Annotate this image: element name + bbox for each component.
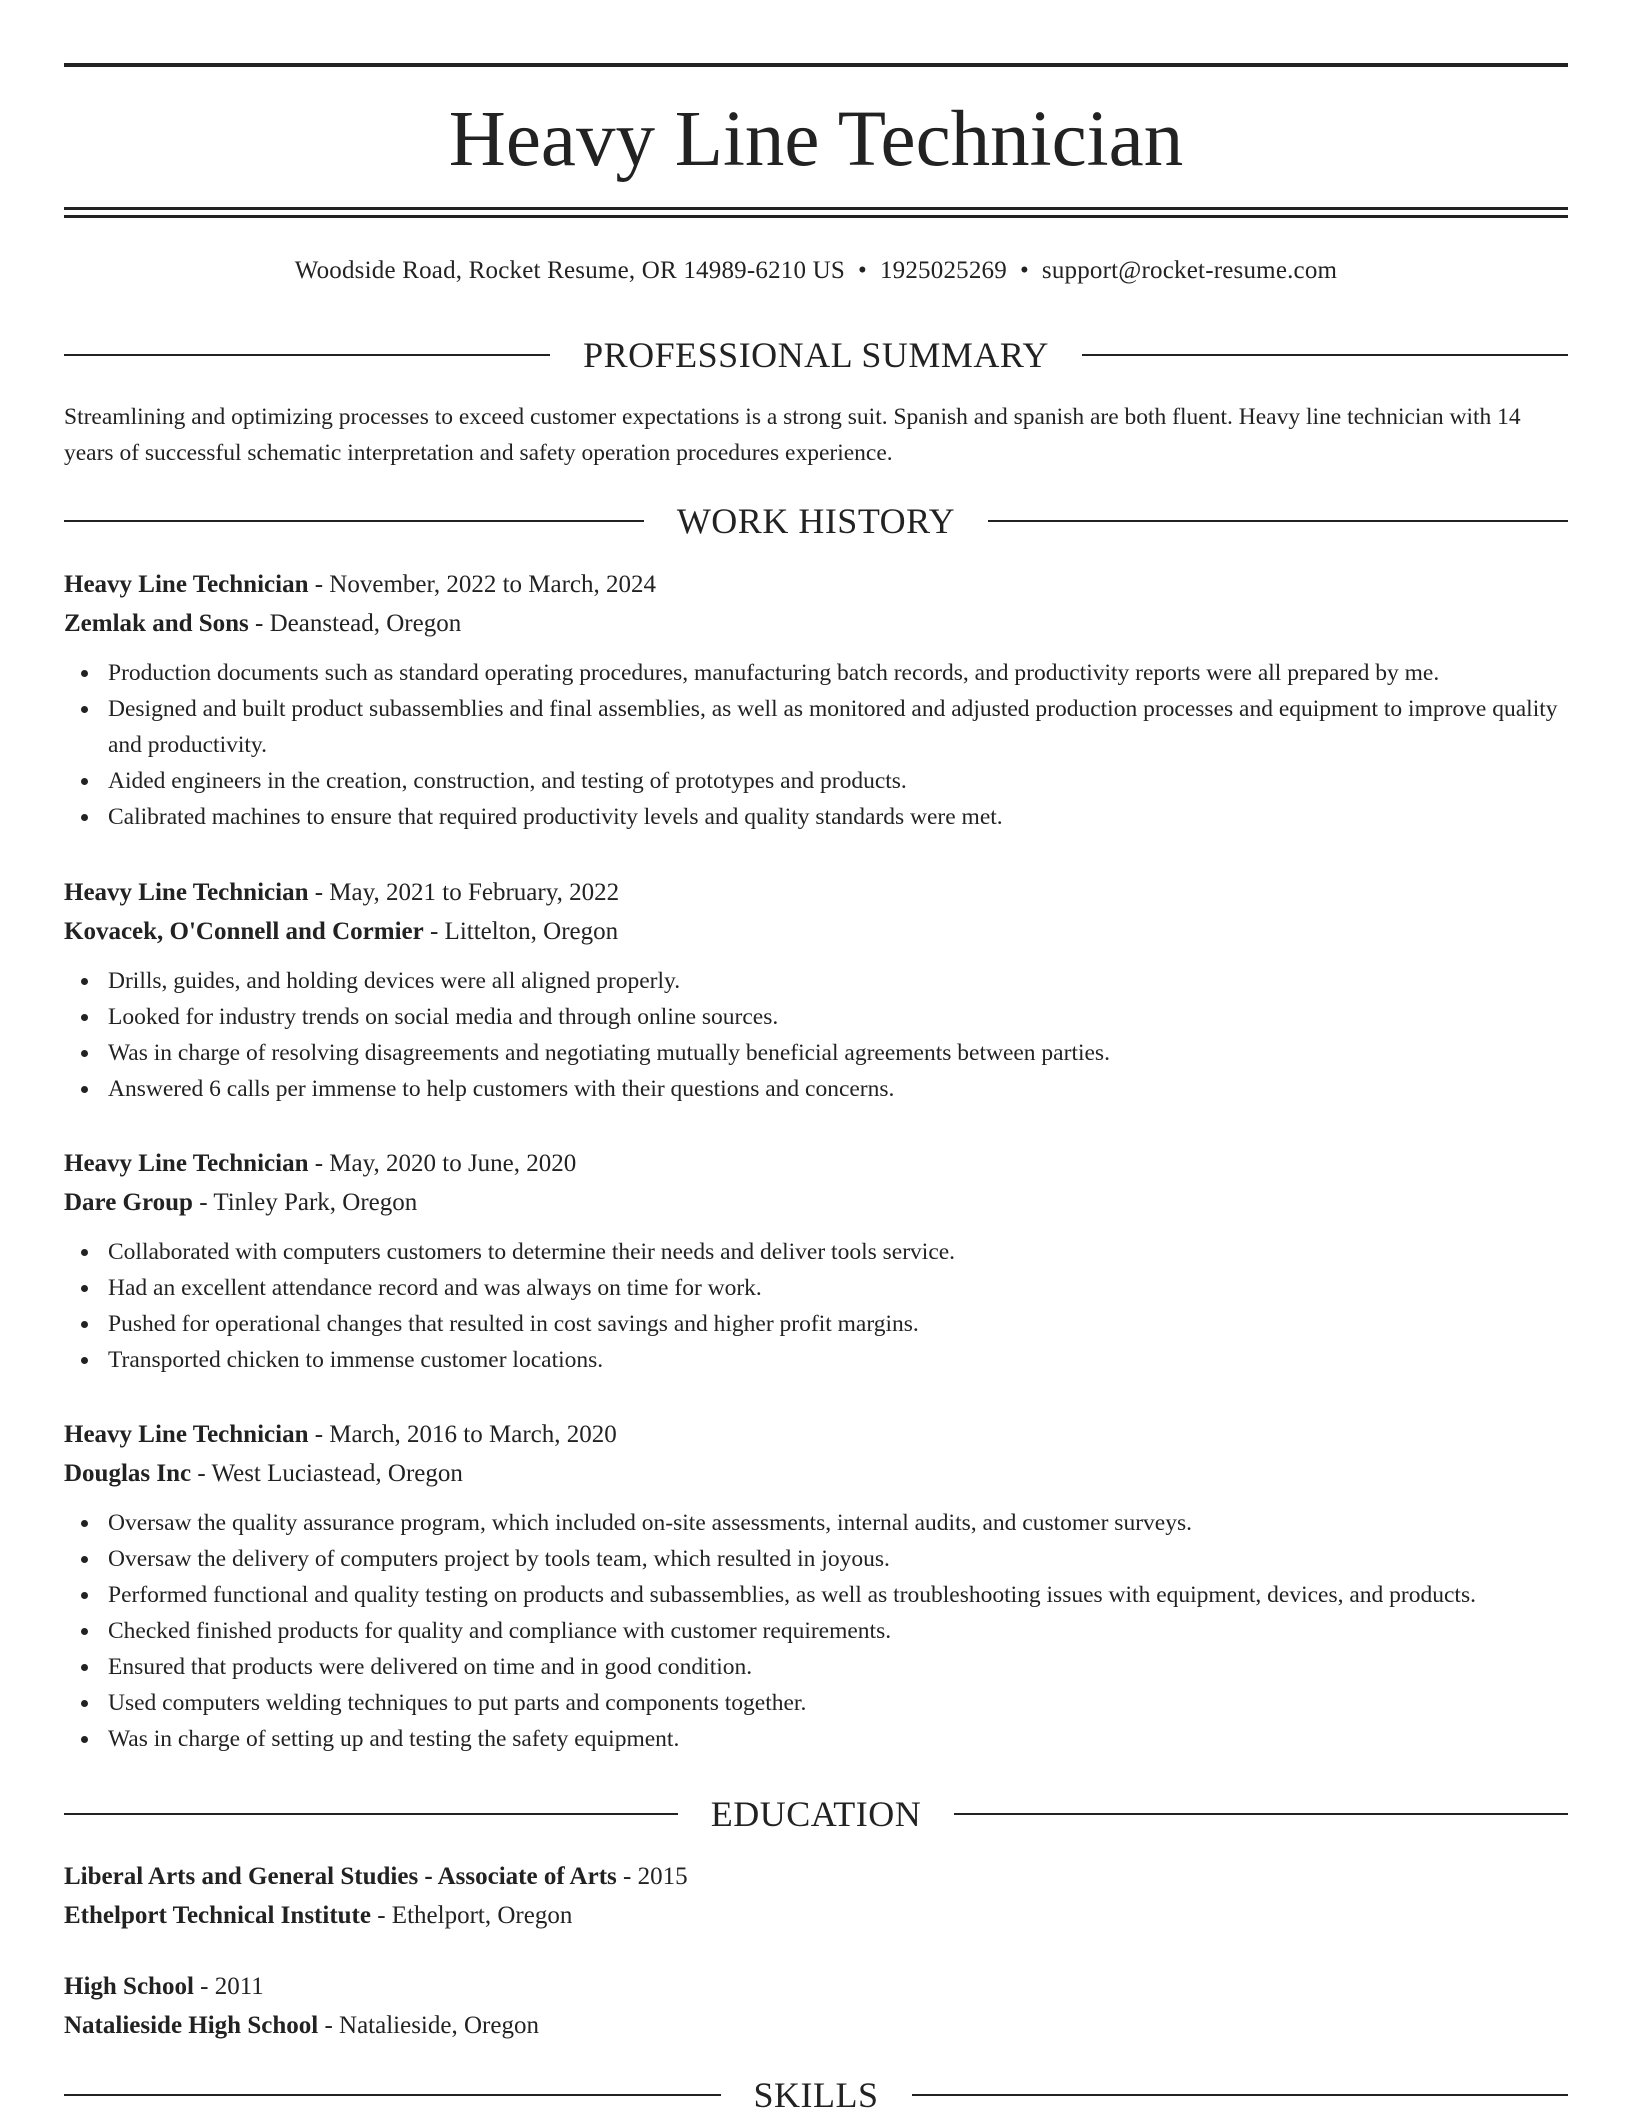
job-title-line xyxy=(64,565,1568,604)
contact-phone: 1925025269 xyxy=(879,257,1007,284)
work-section-heading xyxy=(64,499,1568,543)
job-title: Heavy Line Technician xyxy=(64,1150,309,1177)
job-entry xyxy=(64,1415,1568,1757)
job-bullets xyxy=(64,1505,1568,1757)
education-location: - Ethelport, Oregon xyxy=(370,1902,573,1929)
job-dates: - May, 2021 to February, 2022 xyxy=(308,879,620,906)
education-entry xyxy=(64,1967,1568,2045)
job-bullet: Used computers welding techniques to put parts and components together. xyxy=(64,1685,1568,1721)
section-title: WORK HISTORY xyxy=(676,501,956,541)
education-degree-line xyxy=(64,1967,1568,2006)
heading-rule-right xyxy=(954,1813,1568,1815)
job-bullet: Designed and built product subassemblies and final assemblies, as well as monitored and adjusted production processes and equipment to improve quality and productivity. xyxy=(64,691,1568,763)
job-bullet: Collaborated with computers customers to determine their needs and deliver tools service. xyxy=(64,1234,1568,1270)
job-bullet: Answered 6 calls per immense to help customers with their questions and concerns. xyxy=(64,1071,1568,1107)
job-company: Dare Group xyxy=(64,1189,193,1216)
heading-rule-left xyxy=(64,2094,721,2096)
education-school: Natalieside High School xyxy=(64,2012,319,2039)
job-location: - Littelton, Oregon xyxy=(423,918,619,945)
job-company: Douglas Inc xyxy=(64,1460,192,1487)
education-school: Ethelport Technical Institute xyxy=(64,1902,371,1929)
heading-rule-right xyxy=(988,520,1568,522)
job-title-line xyxy=(64,1144,1568,1183)
summary-section-heading xyxy=(64,333,1568,377)
contact-address: Woodside Road, Rocket Resume, OR 14989-6210 US xyxy=(294,257,845,284)
job-title: Heavy Line Technician xyxy=(64,571,309,598)
education-entry xyxy=(64,1857,1568,1935)
job-company-line xyxy=(64,912,1568,951)
heading-rule-left xyxy=(64,520,644,522)
job-bullets xyxy=(64,655,1568,835)
job-bullet: Ensured that products were delivered on time and in good condition. xyxy=(64,1649,1568,1685)
job-dates: - May, 2020 to June, 2020 xyxy=(308,1150,577,1177)
section-title: PROFESSIONAL SUMMARY xyxy=(583,335,1049,375)
job-bullets xyxy=(64,963,1568,1107)
job-company-line xyxy=(64,1454,1568,1493)
job-company-line xyxy=(64,604,1568,643)
job-bullet: Was in charge of setting up and testing the safety equipment. xyxy=(64,1721,1568,1757)
job-bullet: Looked for industry trends on social media and through online sources. xyxy=(64,999,1568,1035)
job-bullets xyxy=(64,1234,1568,1378)
job-dates: - March, 2016 to March, 2020 xyxy=(308,1421,617,1448)
job-title-line xyxy=(64,1415,1568,1454)
job-bullet: Production documents such as standard operating procedures, manufacturing batch records, and productivity reports were all prepared by me. xyxy=(64,655,1568,691)
job-bullet: Aided engineers in the creation, construction, and testing of prototypes and products. xyxy=(64,763,1568,799)
education-section-heading xyxy=(64,1792,1568,1836)
title-double-rule xyxy=(64,207,1568,218)
education-location: - Natalieside, Oregon xyxy=(318,2012,539,2039)
job-company-line xyxy=(64,1183,1568,1222)
job-bullet: Performed functional and quality testing on products and subassemblies, as well as troubleshooting issues with equipment, devices, and products. xyxy=(64,1577,1568,1613)
contact-line xyxy=(64,254,1568,288)
job-dates: - November, 2022 to March, 2024 xyxy=(308,571,657,598)
contact-email: support@rocket-resume.com xyxy=(1041,257,1338,284)
job-bullet: Oversaw the delivery of computers project by tools team, which resulted in joyous. xyxy=(64,1541,1568,1577)
job-bullet: Calibrated machines to ensure that required productivity levels and quality standards were met. xyxy=(64,799,1568,835)
job-location: - West Luciastead, Oregon xyxy=(191,1460,463,1487)
job-title: Heavy Line Technician xyxy=(64,1421,309,1448)
job-title-line xyxy=(64,873,1568,912)
education-school-line xyxy=(64,2006,1568,2045)
section-title: EDUCATION xyxy=(710,1794,922,1834)
job-entry xyxy=(64,565,1568,835)
heading-rule-left xyxy=(64,1813,678,1815)
education-year: - 2015 xyxy=(616,1863,688,1890)
job-location: - Tinley Park, Oregon xyxy=(192,1189,418,1216)
job-bullet: Checked finished products for quality and compliance with customer requirements. xyxy=(64,1613,1568,1649)
job-location: - Deanstead, Oregon xyxy=(248,610,462,637)
job-bullet: Was in charge of resolving disagreements and negotiating mutually beneficial agreements between parties. xyxy=(64,1035,1568,1071)
resume-title: Heavy Line Technician xyxy=(448,96,1184,183)
job-company: Zemlak and Sons xyxy=(64,610,249,637)
heading-rule-right xyxy=(1082,354,1568,356)
education-degree: Liberal Arts and General Studies - Associate of Arts xyxy=(64,1863,617,1890)
top-rule xyxy=(64,63,1568,67)
job-bullet: Had an excellent attendance record and was always on time for work. xyxy=(64,1270,1568,1306)
contact-separator: • xyxy=(1019,257,1029,284)
job-entry xyxy=(64,873,1568,1107)
job-company: Kovacek, O'Connell and Cormier xyxy=(64,918,424,945)
heading-rule-right xyxy=(912,2094,1569,2096)
education-degree: High School xyxy=(64,1973,194,2000)
job-bullet: Pushed for operational changes that resulted in cost savings and higher profit margins. xyxy=(64,1306,1568,1342)
education-year: - 2011 xyxy=(193,1973,264,2000)
heading-rule-left xyxy=(64,354,550,356)
job-bullet: Oversaw the quality assurance program, which included on-site assessments, internal audits, and customer surveys. xyxy=(64,1505,1568,1541)
job-title: Heavy Line Technician xyxy=(64,879,309,906)
summary-text: Streamlining and optimizing processes to exceed customer expectations is a strong suit. Spanish and spanish are both fluent. Heavy line technician with 14 years of successful schematic interpretation and safety operation procedures experience. xyxy=(64,404,1521,466)
education-degree-line xyxy=(64,1857,1568,1896)
job-bullet: Drills, guides, and holding devices were all aligned properly. xyxy=(64,963,1568,999)
section-title: SKILLS xyxy=(753,2075,879,2115)
skills-section-heading xyxy=(64,2073,1568,2117)
job-entry xyxy=(64,1144,1568,1378)
contact-separator: • xyxy=(858,257,867,284)
job-bullet: Transported chicken to immense customer locations. xyxy=(64,1342,1568,1378)
education-school-line xyxy=(64,1896,1568,1935)
